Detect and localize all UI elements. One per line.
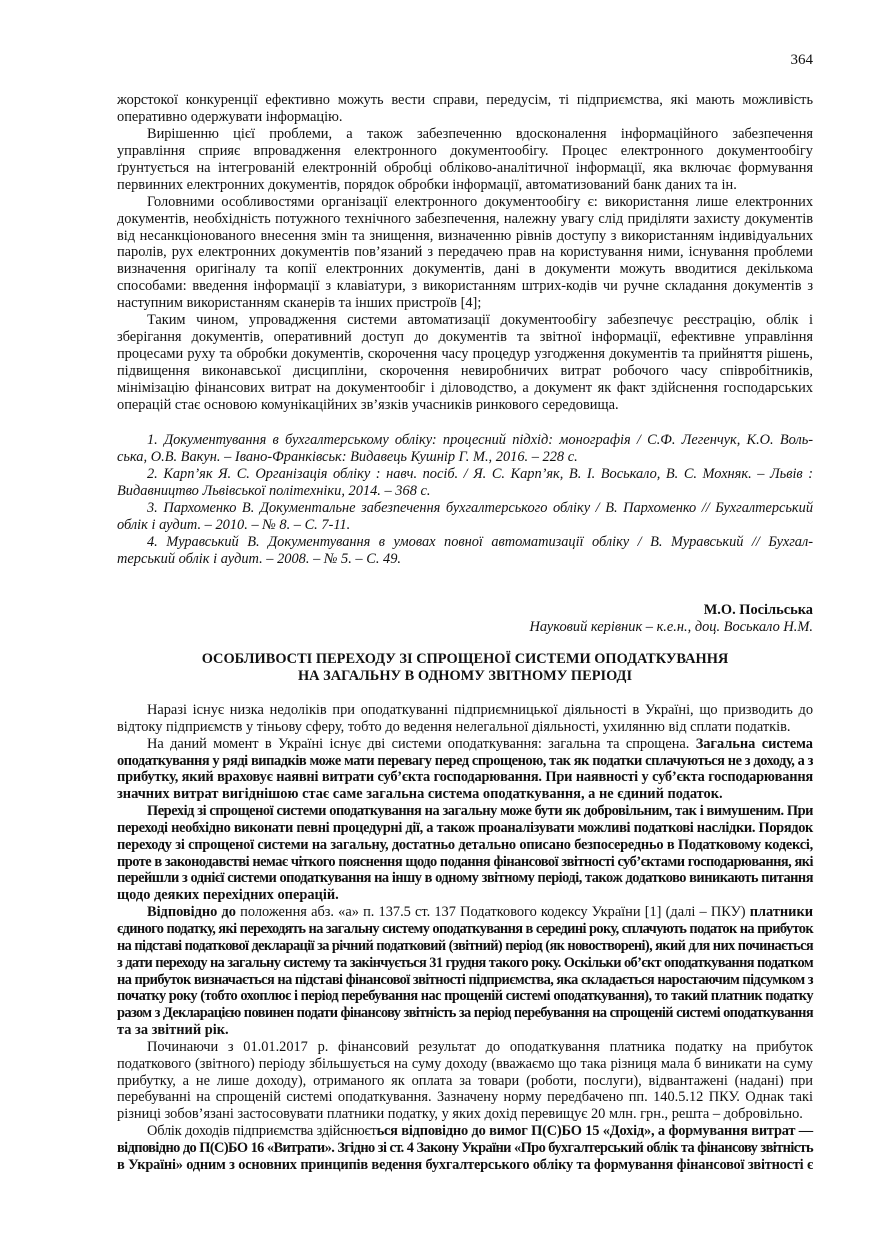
bold-text: прибутку, який враховує наявні витрати суб’єкта господарювання. При наявності у суб’єкта господарювання [117,769,813,786]
text-line [117,194,813,211]
line-content: Таким чином, упровадження системи автоматизації документообігу забезпечує реєстрацію, облік і [147,312,813,329]
text-line [117,397,813,414]
line-content [117,820,813,836]
paragraph [117,803,813,904]
text-line [117,736,813,753]
line-content: податкового (звітного) періоду збільшується на суму доходу (вважаємо що така різниця мала б виникати на суму [117,1055,813,1072]
reference-item [117,432,813,466]
text-line [117,228,813,245]
text-line [117,432,813,449]
paragraph [117,904,813,1039]
continued-article-text [117,92,813,414]
line-content: 1. Документування в бухгалтерському обліку: процесний підхід: монографія / С.Ф. Легенчук, К.О. Воль- [147,432,813,448]
author-block [530,602,813,636]
line-content: процесами руху та обробки документів, скорочення часу процедур узгодження документів та прийняття рішень, [117,346,813,363]
text-line [117,719,813,736]
line-content [117,1157,813,1173]
text-line [117,500,813,517]
text-line [117,449,813,466]
line-content: ґрунтується на інтегрованій електронній обробці обліково-аналітичної інформації, яка включає формування [117,159,813,176]
line-content: способами: введення інформації з клавіатури, з використанням штрих-кодів чи ручне складання документів з [117,278,813,295]
paragraph [117,702,813,736]
bold-text: значних витрат вигіднішою стає саме загальна система оподаткування, а не єдиний податок. [117,786,723,803]
line-content [117,955,813,971]
text-line [117,109,813,126]
paragraph [117,126,813,194]
text-line [117,160,813,177]
line-content: операцій стає основою комунікаційних зв’язків учасників ринкового середовища. [117,396,619,413]
bold-text: Відповідно до [147,904,236,921]
text: Облік доходів підприємства здійснюєт [147,1123,377,1140]
text-line [117,329,813,346]
text-line [117,466,813,483]
bold-text: щодо деяких перехідних операцій. [117,887,339,904]
paragraph [117,1123,813,1174]
bold-text: та за звітний рік. [117,1022,229,1039]
text-line [117,938,813,955]
text-line [117,1073,813,1090]
line-content: визначення оригіналу та копії електронних документів, дані в документи можуть вводитися декількома [117,261,813,278]
text-line [117,988,813,1005]
line-content: від несанкціонованого внесення змін та знищення, визначенню рівнів доступу з використанням індивідуальних [117,227,813,244]
text-line [117,1039,813,1056]
line-content: ська, О.В. Вакун. – Івано-Франківськ: Видавець Кушнір Г. М., 2016. – 228 с. [117,449,578,465]
text-line [117,92,813,109]
line-content: терський облік і аудит. – 2008. – № 5. – С. 49. [117,551,401,567]
page-number: 364 [790,52,813,68]
bold-text: переходу зі спрощеної системи на загальну, достатньо детально описано безпосередньо в Податковому кодексі, [117,836,813,853]
text-line [117,211,813,228]
bold-text: проте в законодавстві немає чіткого пояснення щодо подання фінансової звітності суб’єктами господарювання, які [117,853,813,870]
text-line [117,278,813,295]
bold-text: єдиного податку, які переходять на загальну систему оподаткування в середині року, сплачують податок на прибуток [117,920,813,937]
line-content: Вирішенню цієї проблеми, а також забезпеченню вдосконалення інформаційного забезпечення [147,125,813,142]
line-content: 4. Муравський В. Документування в умовах повної автоматизації обліку / В. Муравський // Бухгал- [147,534,813,550]
text-line [117,1106,813,1123]
text-line [117,1089,813,1106]
article-title-line: ОСОБЛИВОСТІ ПЕРЕХОДУ ЗІ СПРОЩЕНОЇ СИСТЕМИ ОПОДАТКУВАННЯ [201,651,729,667]
text-line [117,1022,813,1039]
text-line [117,143,813,160]
line-content: 3. Пархоменко В. Документальне забезпечення бухгалтерського обліку / В. Пархоменко // Бухгалтерський [147,500,813,516]
reference-item [117,466,813,500]
text-line [117,702,813,719]
line-content [147,1123,813,1139]
text-line [117,1056,813,1073]
text-line [117,820,813,837]
bold-text: Перехід зі спрощеної системи оподаткування на загальну може бути як добровільним, так і вимушеним. При [147,803,813,820]
line-content: Починаючи з 01.01.2017 р. фінансовий результат до оподаткування платника податку на прибуток [147,1038,813,1055]
line-content: зберігання документів, оперативний доступ до документів та звітної інформації, ефективне управління [117,329,813,346]
text-line [117,534,813,551]
bold-text: разом з Декларацією повинен подати фінансову звітність за період перебування на спрощеній системі оподаткування [117,1005,813,1022]
article-title-line: НА ЗАГАЛЬНУ В ОДНОМУ ЗВІТНОМУ ПЕРІОДІ [297,668,633,684]
line-content [117,786,723,802]
text-line [117,753,813,770]
paragraph [117,312,813,414]
line-content: підвищення виконавської дисципліни, скорочення невиробничих витрат робочого часу співробітників, [117,363,813,379]
text-line [117,870,813,887]
bold-text: переході необхідно виконати певні процедурні дії, а також проаналізувати можливі податкові наслідки. Порядок [117,819,813,836]
text-line [117,346,813,363]
paragraph [117,92,813,126]
text-line [117,786,813,803]
line-content: паролів, рух електронних документів пов’язаний з передачею прав на користування ними, існування проблеми [117,244,813,261]
bold-text: перейшли з однієї системи оподаткування на іншу в одному звітному періоді, також додатково виникають питання [117,870,813,887]
text-line [117,803,813,820]
line-content [117,753,813,769]
scientific-supervisor: Науковий керівник – к.е.н., доц. Воськало Н.М. [529,619,813,635]
line-content [117,1140,813,1156]
author-name: М.О. Посільська [703,602,813,618]
text-line [117,921,813,938]
bold-text: на прибуток визначається на підставі фінансової звітності підприємства, яка складається наростаючим підсумком з [117,971,813,988]
text-line [117,380,813,397]
text-line [117,854,813,871]
line-content [117,988,813,1004]
line-content [147,736,813,752]
paragraph [117,194,813,313]
article-body [117,702,813,1174]
line-content: жорстокої конкуренції ефективно можуть вести справи, передусім, ті підприємства, які мають можливість [117,92,813,108]
line-content: наступним використанням сканерів та інших пристроїв [4]; [117,295,482,312]
article-title [117,651,813,685]
text-line [117,177,813,194]
text-line [117,244,813,261]
text-line [117,261,813,278]
text-line [117,887,813,904]
line-content [117,972,813,988]
text-line [117,1123,813,1140]
line-content [117,837,813,853]
line-content [117,887,339,903]
line-content [117,870,813,886]
line-content: Видавництво Львівської політехніки, 2014. – 368 с. [117,483,431,499]
line-content [117,1005,813,1021]
bold-text: відповідно до П(С)БО 16 «Витрати». Згідно зі ст. 4 Закону України «Про бухгалтерський облік та фінансову звітність [117,1139,813,1156]
paragraph [117,736,813,803]
text-line [117,551,813,568]
line-content: облік і аудит. – 2010. – № 8. – С. 7-11. [117,517,351,533]
text-line [117,769,813,786]
line-content: управління сприяє впровадження електронного документообігу. Процес електронного документообігу [117,142,813,159]
bold-text: на підставі податкової декларації за річний податковий (звітний) період (як новостворені), який для них починається [117,937,813,954]
line-content [117,938,813,954]
line-content: документів, необхідність потужного технічного забезпечення, належну увагу слід приділяти захисту документів [117,210,813,227]
text-line [117,1157,813,1174]
text: положення абз. «а» п. 137.5 ст. 137 Податкового кодексу України [1] (далі – ПКУ) [235,904,750,921]
line-content [147,904,813,920]
bold-text: ься відповідно до вимог П(С)БО 15 «Дохід», а формування витрат — [376,1123,813,1140]
line-content: Наразі існує низка недоліків при оподаткуванні підприємницької діяльності в Україні, що призводить до [147,702,813,718]
line-content: 2. Карп’як Я. С. Організація обліку : навч. посіб. / Я. С. Карп’як, В. І. Воськало, В. С. Мохняк. – Львів : [147,466,813,482]
reference-list [117,432,813,568]
line-content: прибутку, а не лише доходу), отриманого як оплата за товари (роботи, послуги), відвантажені (надані) при [117,1072,813,1089]
bold-text: в Україні» одним з основних принципів ведення бухгалтерського обліку та формування фінансової звітності є [117,1156,813,1173]
paragraph [117,1039,813,1123]
text-line [117,295,813,312]
bold-text: Загальна система [695,735,813,752]
line-content [117,921,813,937]
line-content [117,1022,229,1038]
line-content: оперативно одержувати інформацію. [117,108,343,125]
line-content: перебуванні на спрощеній системі оподаткування. Зазначену норму передбачено пп. 140.5.12 ПКУ. Однак такі [117,1089,813,1106]
line-content [117,854,813,870]
text-line [117,126,813,143]
text-line [117,972,813,989]
line-content: первинних електронних документів, порядок обробки інформації, автоматизований банк даних та ін. [117,176,737,193]
reference-item [117,500,813,534]
text-line [117,517,813,534]
text-line [117,904,813,921]
line-content: відтоку підприємств у тіньову сферу, тобто до ведення нелегальної діяльності, ухилянню від сплати податків. [117,718,791,735]
bold-text: платники [749,904,813,921]
text-line [117,1140,813,1157]
line-content: мінімізацію фінансових витрат на документообіг і діловодство, а документ як факт здійснення господарських [117,379,813,396]
text-line [117,955,813,972]
text-line [117,837,813,854]
bold-text: з дати переходу на загальну систему та закінчується 31 грудня такого року. Оскільки об’єкт оподаткування податком [117,954,813,971]
line-content: різниці зобов’язані застосовувати платники податку, у яких дохід перевищує 20 млн. грн., решта – добровільно. [117,1106,803,1123]
bold-text: оподаткування у ряді випадків може мати перевагу перед спрощеною, так як податки сплачуються не з доходу, а з [117,752,813,769]
text-line [117,483,813,500]
line-content: Головними особливостями організації електронного документообігу є: використання лише електронних [147,193,813,210]
text-line [117,363,813,380]
text-line [117,312,813,329]
reference-item [117,534,813,568]
bold-text: початку року (тобто охоплює і період перебування нас прощеній системі оподаткування), то такий платник податку [117,988,813,1005]
line-content [117,769,813,785]
text-line [117,1005,813,1022]
text: На даний момент в Україні існує дві системи оподаткування: загальна та спрощена. [147,735,696,752]
line-content [147,803,813,819]
